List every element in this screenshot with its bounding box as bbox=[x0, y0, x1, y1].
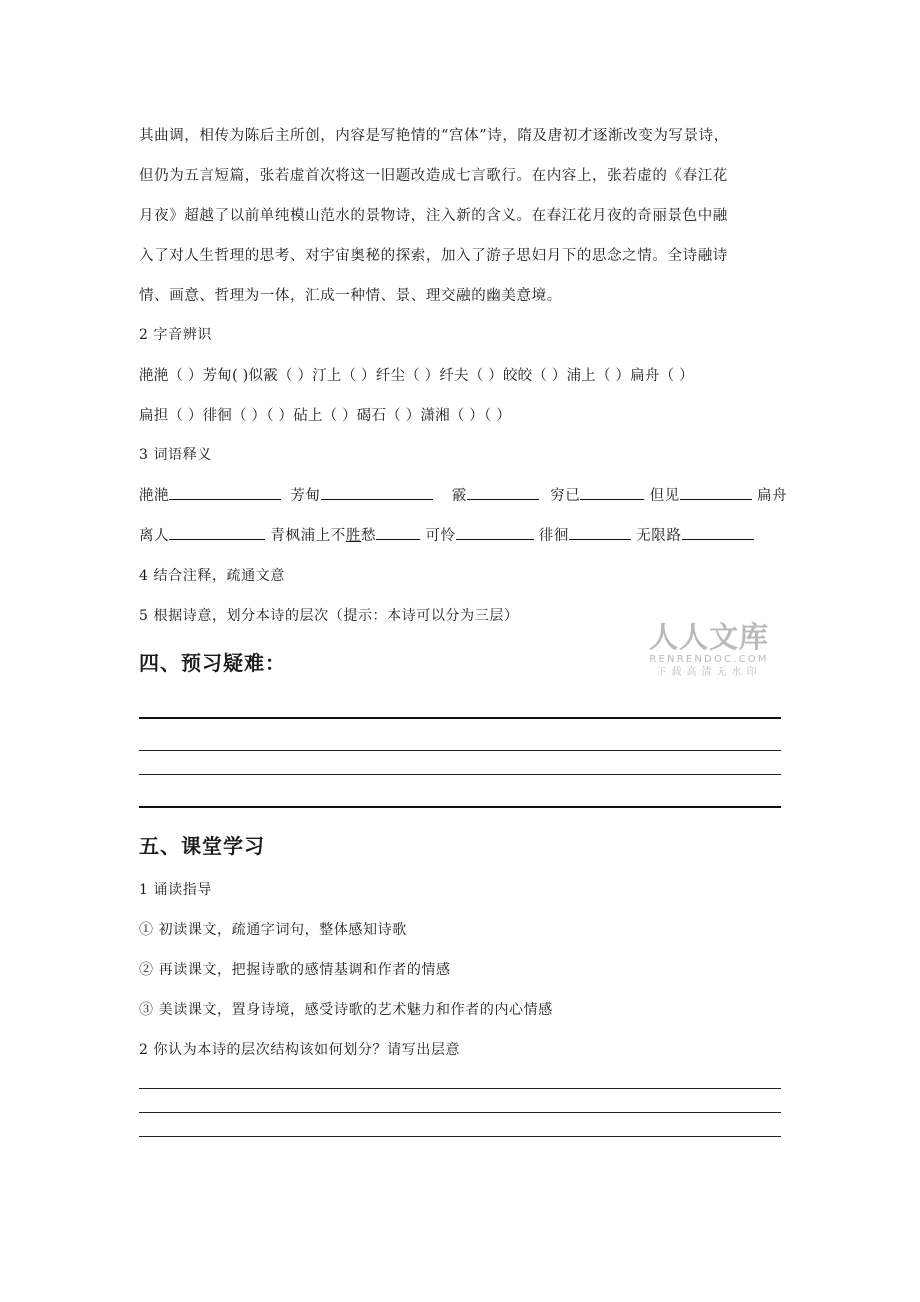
heading-preview-difficulties: 四、预习疑难： bbox=[139, 651, 286, 675]
pronunciation-row-2: 扁担（ ）徘徊（ ）（ ）砧上（ ）碣石（ ）潇湘（ ）（ ） bbox=[139, 408, 511, 424]
vocab-term: 离人 bbox=[139, 528, 170, 544]
answer-blank[interactable] bbox=[169, 525, 265, 540]
vocab-row-2 bbox=[139, 524, 781, 545]
vocab-term: 霰 bbox=[451, 488, 467, 504]
section-3-title: 3 词语释义 bbox=[139, 447, 212, 463]
heading-classroom-study: 五、课堂学习 bbox=[139, 834, 265, 858]
vocab-term: 青枫浦上不 bbox=[270, 528, 346, 544]
answer-blank[interactable] bbox=[682, 525, 754, 540]
vocab-term: 可怜 bbox=[425, 528, 456, 544]
answer-line[interactable] bbox=[139, 1088, 781, 1089]
study-step-3: ③ 美读课文，置身诗境，感受诗歌的艺术魅力和作者的内心情感 bbox=[139, 1002, 553, 1018]
intro-line-5: 情、画意、哲理为一体，汇成一种情、景、理交融的幽美意境。 bbox=[139, 288, 562, 304]
intro-line-3: 月夜》超越了以前单纯模山范水的景物诗，注入新的含义。在春江花月夜的奇丽景色中融 bbox=[139, 208, 728, 224]
item-5: 5 根据诗意，划分本诗的层次（提示：本诗可以分为三层） bbox=[139, 608, 519, 624]
watermark-tagline: 下载高清无水印 bbox=[656, 667, 762, 678]
answer-line[interactable] bbox=[139, 750, 781, 751]
answer-blank[interactable] bbox=[376, 525, 420, 540]
vocab-term: 愁 bbox=[361, 528, 377, 544]
answer-blank[interactable] bbox=[321, 485, 433, 500]
answer-line[interactable] bbox=[139, 774, 781, 775]
study-title: 1 诵读指导 bbox=[139, 882, 212, 898]
vocab-term: 滟滟 bbox=[139, 488, 170, 504]
answer-blank[interactable] bbox=[456, 525, 534, 540]
watermark-domain: RENRENDOC.COM bbox=[649, 654, 769, 665]
answer-blank[interactable] bbox=[467, 485, 539, 500]
watermark-title: 人人文库 bbox=[648, 620, 769, 654]
answer-blank[interactable] bbox=[680, 485, 752, 500]
answer-blank[interactable] bbox=[569, 525, 631, 540]
vocab-term: 芳甸 bbox=[290, 488, 321, 504]
answer-line[interactable] bbox=[139, 806, 781, 808]
vocab-term: 徘徊 bbox=[538, 528, 569, 544]
vocab-term: 但见 bbox=[649, 488, 680, 504]
answer-line[interactable] bbox=[139, 717, 781, 719]
vocab-row-1 bbox=[139, 484, 788, 505]
intro-line-1: 其曲调，相传为陈后主所创，内容是写艳情的“宫体”诗，隋及唐初才逐渐改变为写景诗， bbox=[139, 128, 729, 144]
answer-line[interactable] bbox=[139, 1112, 781, 1113]
answer-line[interactable] bbox=[139, 1136, 781, 1137]
vocab-term: 无限路 bbox=[636, 528, 682, 544]
study-question: 2 你认为本诗的层次结构该如何划分？请写出层意 bbox=[139, 1042, 461, 1058]
answer-blank[interactable] bbox=[580, 485, 644, 500]
study-step-2: ② 再读课文，把握诗歌的感情基调和作者的情感 bbox=[139, 962, 451, 978]
vocab-term-underlined: 胜 bbox=[345, 528, 362, 544]
intro-line-4: 入了对人生哲理的思考、对宇宙奥秘的探索，加入了游子思妇月下的思念之情。全诗融诗 bbox=[139, 248, 728, 264]
item-4: 4 结合注释，疏通文意 bbox=[139, 568, 285, 584]
answer-blank[interactable] bbox=[169, 485, 281, 500]
vocab-term: 扁舟 bbox=[757, 488, 788, 504]
section-2-title: 2 字音辨识 bbox=[139, 327, 212, 343]
intro-line-2: 但仍为五言短篇，张若虚首次将这一旧题改造成七言歌行。在内容上，张若虚的《春江花 bbox=[139, 168, 728, 184]
study-step-1: ① 初读课文，疏通字词句，整体感知诗歌 bbox=[139, 922, 407, 938]
watermark-logo bbox=[645, 620, 773, 680]
pronunciation-row-1: 滟滟（ ）芳甸( )似霰（ ）汀上（ ）纤尘（ ）纤夫（ ）皎皎（ ）浦上（ ）扁舟（ ） bbox=[139, 368, 694, 384]
vocab-term: 穷已 bbox=[550, 488, 581, 504]
